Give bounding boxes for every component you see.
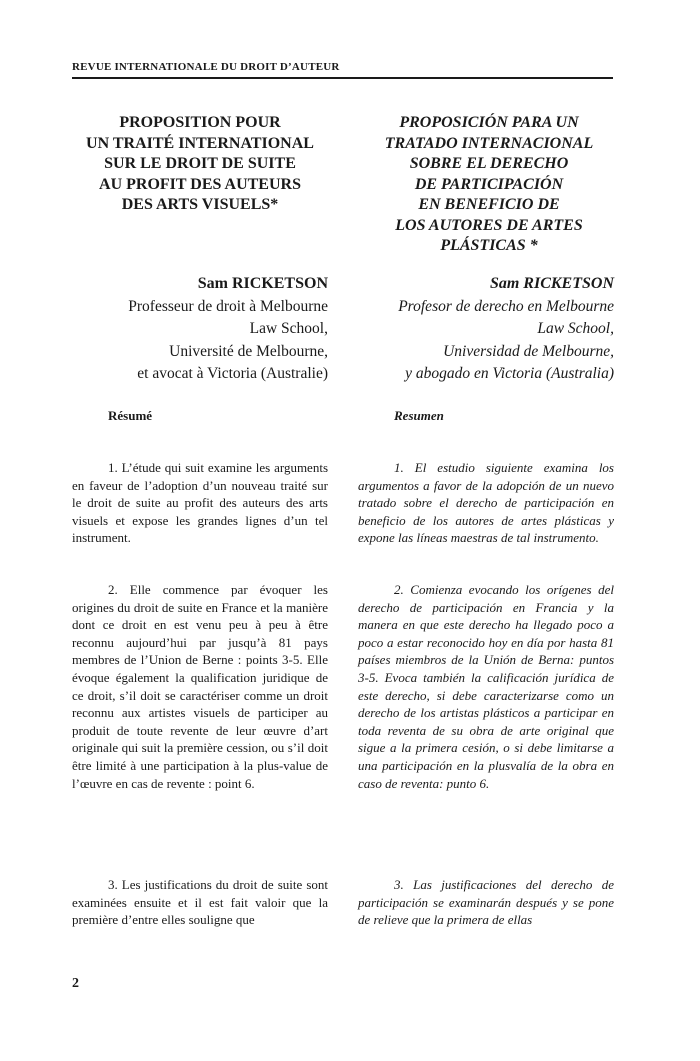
spanish-paragraph-1: 1. El estudio siguiente examina los argumentos a favor de la adopción de un nuevo tratado sobre el derecho de participación en beneficio de los autores de artes plásticas y expone las líneas maestras de tal instrumento.: [358, 460, 614, 546]
french-title: [72, 113, 328, 273]
french-author-name: Sam RICKETSON: [197, 275, 328, 292]
spanish-column: [358, 113, 614, 928]
spanish-author-name: Sam RICKETSON: [489, 275, 614, 292]
spanish-title-line: PLÁSTICAS *: [440, 237, 538, 254]
french-title-line: SUR LE DROIT DE SUITE: [104, 155, 296, 172]
spanish-author-block: [358, 273, 614, 386]
spanish-affiliation-line: Universidad de Melbourne,: [443, 342, 614, 360]
spanish-paragraph-3: 3. Las justificaciones del derecho de participación se examinarán después y se pone de relieve que la primera de ellas: [358, 877, 614, 928]
french-column: [72, 113, 328, 928]
french-affiliation-line: Law School,: [249, 320, 328, 337]
running-head: REVUE INTERNATIONALE DU DROIT D’AUTEUR: [72, 61, 340, 73]
french-paragraph-2: 2. Elle commence par évoquer les origines du droit de suite en France et la manière dont ce droit en est venu peu à peu à être reconnu aujourd’hui par jusqu’à 81 pays membres de l’Union de Berne : points 3-5. Elle évoque également la qualification juridique de ce droit, s’il doit se caractériser comme un droit reconnu aux artistes visuels de participer au produit de toute revente de leur œuvre d’art originale qui suit la première cession, ou s’il doit être limité à une participation à la plus-value de l’œuvre en cas de revente : point 6.: [72, 582, 328, 791]
french-title-line: AU PROFIT DES AUTEURS: [99, 175, 301, 193]
french-paragraph-1: 1. L’étude qui suit examine les arguments en faveur de l’adoption d’un nouveau traité sur le droit de suite au profit des auteurs des arts visuels et expose les grandes lignes d’un tel instrument.: [72, 460, 328, 546]
spanish-affiliation-line: Law School,: [537, 320, 614, 337]
spanish-title-line: DE PARTICIPACIÓN: [414, 175, 564, 193]
french-title-line: UN TRAITÉ INTERNATIONAL: [86, 134, 314, 152]
page-number: 2: [72, 976, 79, 991]
spanish-affiliation-line: y abogado en Victoria (Australia): [405, 365, 614, 382]
spanish-paragraph-2: 2. Comienza evocando los orígenes del derecho de participación en Francia y la manera en que este derecho ha llegado poco a poco a estar reconocido hoy en día por hasta 81 países miembros de la Unión de Berna: puntos 3-5. Evoca también la calificación jurídica de este derecho, si debe caracterizarse como un derecho de los artistas plásticos a participar en toda reventa de su obra de arte original que sigue a la primera cesión, o si debe limitarse a una participación en la plusvalía de la obra en caso de reventa: punto 6.: [358, 582, 614, 791]
french-title-line: DES ARTS VISUELS*: [121, 196, 279, 213]
header-rule: [72, 77, 613, 79]
spanish-title-line: LOS AUTORES DE ARTES: [395, 216, 583, 234]
spanish-affiliation-line: Profesor de derecho en Melbourne: [398, 297, 614, 315]
french-section-heading: Résumé: [108, 407, 153, 423]
french-title-line: PROPOSITION POUR: [119, 114, 281, 131]
spanish-title-line: TRATADO INTERNACIONAL: [384, 134, 594, 152]
spanish-section-heading: Resumen: [394, 407, 444, 423]
french-affiliation-line: Professeur de droit à Melbourne: [128, 297, 328, 315]
french-paragraph-3: 3. Les justifications du droit de suite sont examinées ensuite et il est fait valoir que la première d’entre elles souligne que: [72, 877, 328, 928]
spanish-title-line: PROPOSICIÓN PARA UN: [399, 114, 579, 131]
spanish-title-line: SOBRE EL DERECHO: [409, 155, 569, 172]
french-author-block: [72, 273, 328, 386]
spanish-title-line: EN BENEFICIO DE: [418, 196, 560, 213]
french-affiliation-line: Université de Melbourne,: [169, 342, 328, 360]
spanish-title: [358, 113, 620, 273]
french-affiliation-line: et avocat à Victoria (Australie): [137, 365, 328, 382]
